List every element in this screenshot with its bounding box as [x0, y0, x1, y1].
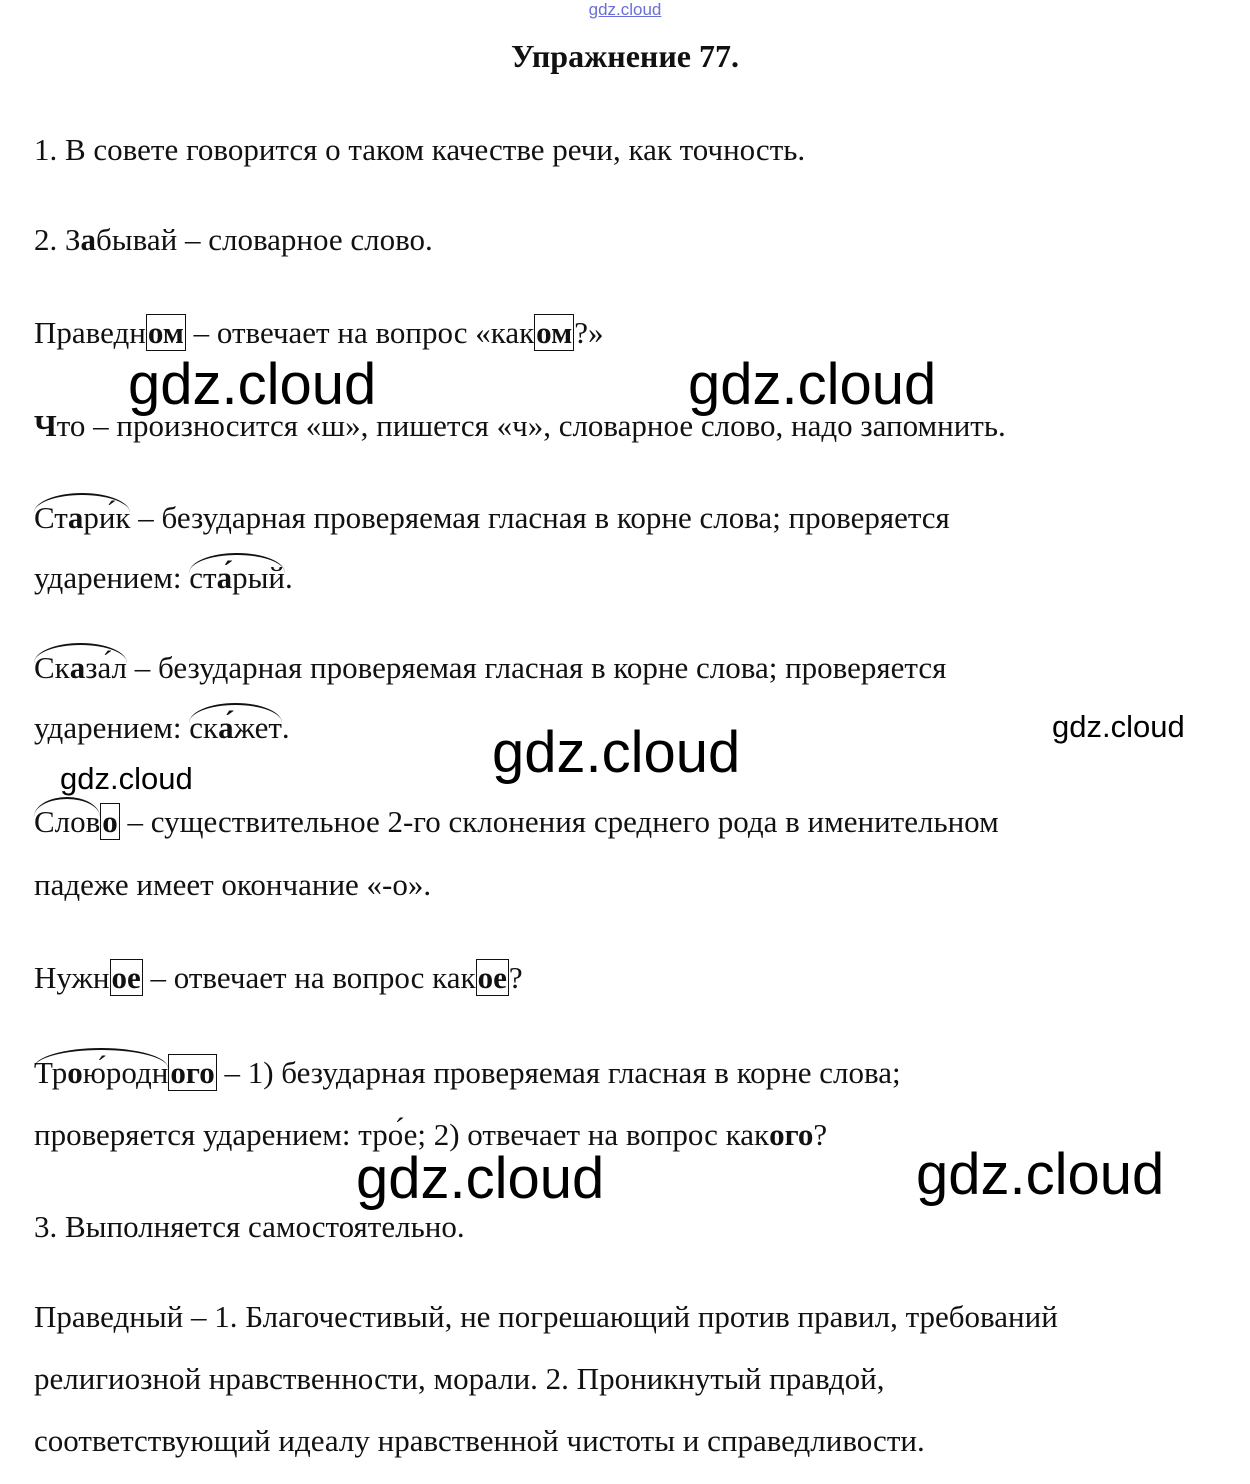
- troyurodnogo-line-1: Трою́родного – 1) безударная проверяемая гласная в корне слова;: [34, 1053, 901, 1093]
- ending-box: ого: [170, 1055, 215, 1090]
- nuzhnoe-line: Нужное – отвечает на вопрос какое?: [34, 960, 523, 995]
- item-1: 1. В совете говорится о таком качестве речи, как точность.: [34, 132, 806, 167]
- skazal-line-2: ударением: ска́жет.: [34, 708, 290, 748]
- troyurodnogo-line-2: проверяется ударением: тро́е; 2) отвечает на вопрос какого?: [34, 1117, 828, 1152]
- definition-line-3: соответствующий идеалу нравственной чистоты и справедливости.: [34, 1423, 925, 1458]
- starik-line-1: Стари́к – безударная проверяемая гласная в корне слова; проверяется: [34, 498, 950, 538]
- ending-box: ом: [147, 315, 184, 350]
- watermark-text: gdz.cloud: [356, 1146, 605, 1211]
- slovo-line-2: падеже имеет окончание «-о».: [34, 867, 432, 902]
- pravednom-line: Праведном – отвечает на вопрос «каком?»: [34, 315, 604, 350]
- ending-box: ом: [536, 315, 573, 350]
- skazal-line-1: Сказа́л – безударная проверяемая гласная в корне слова; проверяется: [34, 648, 946, 688]
- root-arc: ска́жет: [189, 708, 282, 748]
- top-watermark: gdz.cloud: [588, 0, 662, 19]
- definition-line-1: Праведный – 1. Благочестивый, не погрешающий против правил, требований: [34, 1299, 1058, 1334]
- ending-box: ое: [477, 960, 507, 995]
- definition-line-2: религиозной нравственности, морали. 2. Проникнутый правдой,: [34, 1361, 885, 1396]
- root-arc: Трою́родн: [34, 1053, 168, 1093]
- watermark-text: gdz.cloud: [688, 352, 937, 417]
- item-3: 3. Выполняется самостоятельно.: [34, 1209, 465, 1244]
- chto-line: Что – произносится «ш», пишется «ч», словарное слово, надо запомнить.: [34, 408, 1006, 443]
- watermark-text: gdz.cloud: [128, 352, 377, 417]
- ending-box: о: [102, 804, 118, 839]
- exercise-title: Упражнение 77.: [510, 38, 739, 74]
- watermark-text: gdz.cloud: [492, 720, 741, 785]
- root-arc: ста́рый: [189, 558, 285, 598]
- root-arc: Стари́к: [34, 498, 130, 538]
- ending-box: ое: [111, 960, 141, 995]
- slovo-line-1: Слово – существительное 2-го склонения среднего рода в именительном: [34, 802, 999, 842]
- watermark-text: gdz.cloud: [1052, 709, 1185, 744]
- starik-line-2: ударением: ста́рый.: [34, 558, 293, 598]
- root-arc: Слов: [34, 802, 100, 842]
- root-arc: Сказа́л: [34, 648, 127, 688]
- item-2: 2. Забывай – словарное слово.: [34, 222, 433, 257]
- watermark-text: gdz.cloud: [60, 761, 193, 796]
- watermark-text: gdz.cloud: [916, 1142, 1165, 1207]
